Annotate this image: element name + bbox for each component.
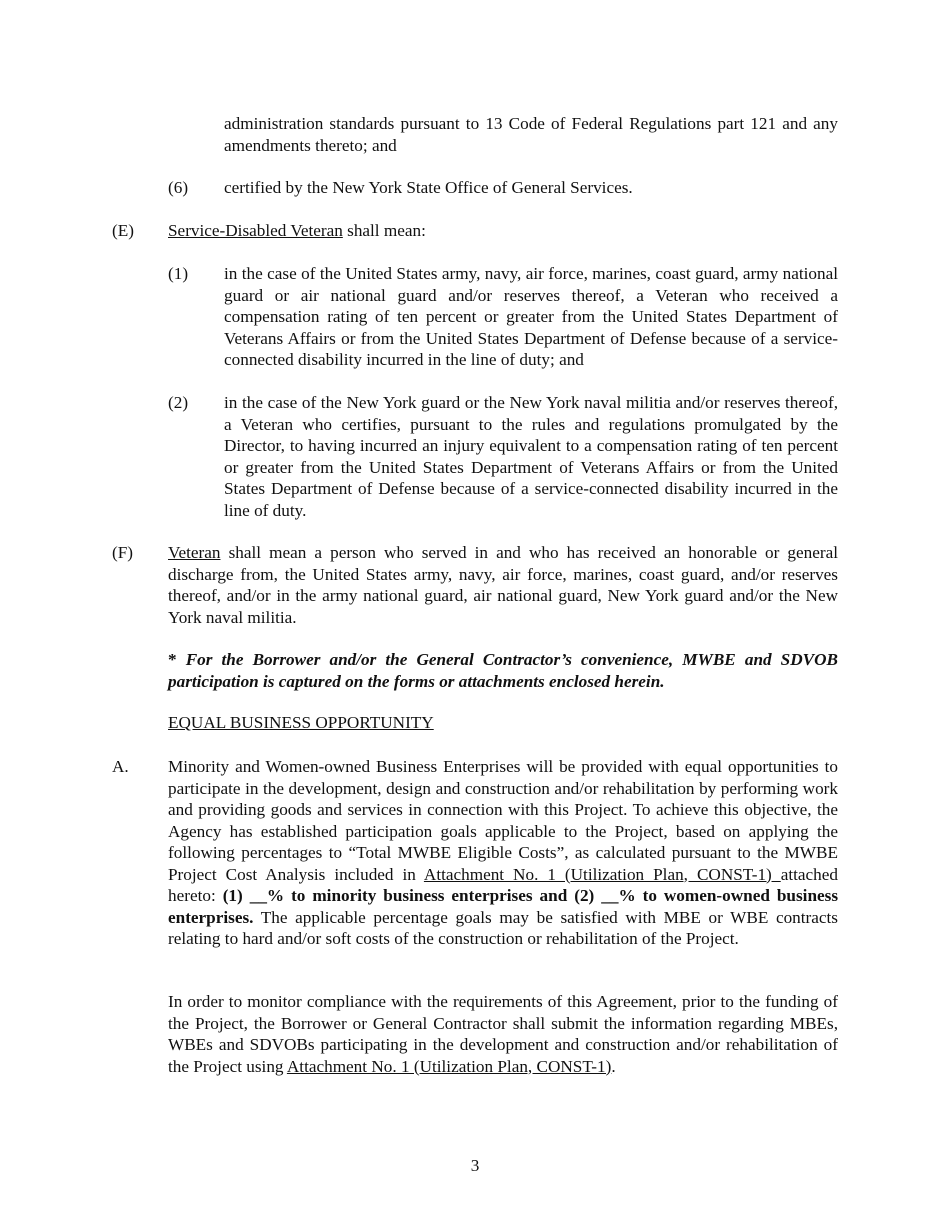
term-service-disabled-veteran: Service-Disabled Veteran [168,221,343,240]
section-e-heading [168,220,838,242]
note-star: * [168,650,186,669]
e-item-1-label: (1) [168,264,189,283]
page-number: 3 [470,1156,480,1176]
goal-2-text: __% to women-owned business enterprises. [168,886,839,927]
continued-paragraph: administration standards pursuant to 13 Code of Federal Regulations part 121 and any amendments thereto; and [224,114,838,155]
section-e-label: (E) [112,221,134,240]
goal-1-num: (1) [222,886,243,905]
equal-business-opportunity-heading: EQUAL BUSINESS OPPORTUNITY [168,713,434,732]
note-text: For the Borrower and/or the General Contractor’s convenience, MWBE and SDVOB participation is captured on the forms or attachments enclosed herein. [168,650,838,691]
e-item-2-text: in the case of the New York guard or the New York naval militia and/or reserves thereof, a Veteran who certifies, pursuant to the rules and regulations promulgated by the Director, to having incurred an injury equivalent to a compensation rating of ten percent or greater from the United States Department of Veterans Affairs or from the United States Department of Defense because of a service-connected disability incurred in the line of duty. [224,393,838,520]
section-a-label: A. [112,757,129,776]
e-item-1-text: in the case of the United States army, navy, air force, marines, coast guard, army national guard or air national guard and/or reserves thereof, a Veteran who received a compensation rating of ten percent or greater from the United States Department of Veterans Affairs or from the United States Department of Defense because of a service-connected disability incurred in the line of duty; and [224,264,838,369]
section-a-p3: The applicable percentage goals may be satisfied with MBE or WBE contracts relating to hard and/or soft costs of the construction or rehabilitation of the Project. [168,907,838,948]
section-a-paragraph [168,756,838,950]
term-veteran: Veteran [168,543,221,562]
section-a-p1: Minority and Women-owned Business Enterprises will be provided with equal opportunities to participate in the development, design and construction and/or rehabilitation by performing work and providing goods and services in connection with this Project. To achieve this objective, the Agency has established participation goals applicable to the Project, based on applying the following percentages to “Total MWBE Eligible Costs”, as calculated pursuant to the MWBE Project Cost Analysis included in [168,757,838,884]
section-f-rest: shall mean a person who served in and who has received an honorable or general discharge from, the United States army, navy, air force, marines, coast guard, and/or reserves thereof, and/or in the army national guard, air national guard, New York guard and/or the New York naval militia. [168,543,838,627]
para2-text: In order to monitor compliance with the requirements of this Agreement, prior to the funding of the Project, the Borrower or General Contractor shall submit the information regarding MBEs, WBEs and SDVOBs participating in the development and construction and/or rehabilitation of the Project using [168,992,838,1076]
item-6-text: certified by the New York State Office of General Services. [224,178,633,197]
section-e-rest: shall mean: [342,221,426,240]
section-f-label: (F) [112,543,134,562]
compliance-paragraph [168,991,838,1077]
e-item-2-label: (2) [168,393,189,412]
convenience-note [168,649,838,692]
attachment-link: Attachment No. 1 (Utilization Plan, CONST-1) [423,864,781,884]
para2-end: . [611,1056,616,1076]
section-a-p2: attached hereto: [168,864,838,905]
section-f-text [168,542,838,628]
attachment-link-2: Attachment No. 1 (Utilization Plan, CONST-1) [286,1056,612,1076]
item-6-label: (6) [168,178,189,197]
goal-1-text: __% to minority business enterprises and [242,886,575,905]
goal-2-num: (2) [574,886,595,905]
